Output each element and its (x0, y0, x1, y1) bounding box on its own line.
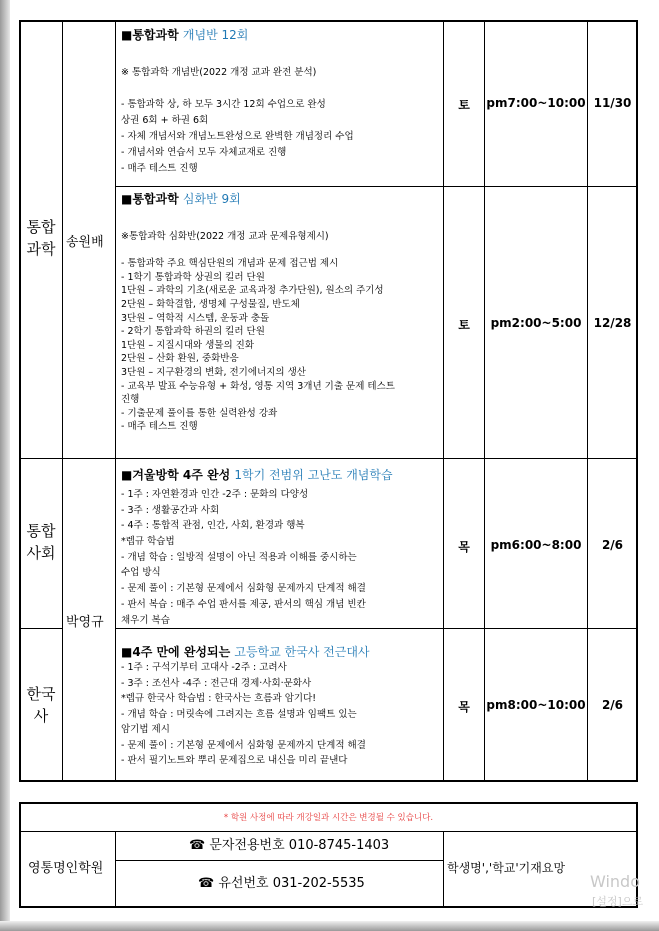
course-time: pm8:00~10:00 (486, 698, 586, 712)
desc-line: 3단원 – 역학적 시스템, 운동과 충돌 (121, 312, 270, 324)
desc-line (121, 245, 395, 259)
desc-line: - 1학기 통합과학 상권의 킬러 단원 (121, 271, 265, 283)
academy-name: 영통명인학원 (28, 861, 104, 876)
windows-activation-watermark-sub: [설정]으로 (592, 895, 644, 908)
course-start: 2/6 (601, 538, 624, 552)
desc-line (121, 83, 354, 99)
desc-line: - 4주 : 통합적 관점, 인간, 사회, 환경과 행복 (121, 520, 305, 532)
desc-line: *렙규 학습법 (121, 536, 175, 548)
course-desc (121, 662, 366, 771)
course-time: pm6:00~8:00 (490, 538, 582, 552)
desc-line: - 1주 : 구석기부터 고대사 -2주 : 고려사 (121, 662, 287, 673)
desc-line: - 판서 복습 : 매주 수업 판서를 제공, 판서의 핵심 개념 빈칸 (121, 598, 366, 610)
course-time: pm2:00~5:00 (490, 316, 582, 330)
desc-line: - 교육부 발표 수능유형 + 화성, 영통 지역 3개년 기출 문제 테스트 (121, 380, 395, 392)
left-shadow (0, 0, 10, 931)
teacher-social-history: 박영규 (66, 615, 104, 630)
course-day: 토 (458, 98, 470, 112)
registration-request: 학생명','학교'기재요망 (447, 861, 566, 875)
desc-line: - 통합과학 주요 핵심단원의 개념과 문제 접근법 제시 (121, 258, 339, 270)
desc-line: 진행 (121, 394, 140, 406)
course-time: pm7:00~10:00 (486, 96, 586, 110)
footer-divider-1 (20, 831, 637, 832)
desc-line: - 3주 : 조선사 -4주 : 전근대 경제·사회·문화사 (121, 677, 312, 689)
landline-phone: ☎ 유선번호 031-202-5535 (198, 876, 365, 891)
desc-line: 상권 6회 + 하권 6회 (121, 115, 209, 126)
text-only-phone: ☎ 문자전용번호 010-8745-1403 (189, 838, 390, 853)
desc-line: 3단원 – 지구환경의 변화, 전기에너지의 생산 (121, 366, 306, 378)
desc-line: *렙규 한국사 학습법 : 한국사는 흐름과 암기다! (121, 693, 317, 704)
desc-line: - 개념서와 연습서 모두 자체교재로 진행 (121, 147, 287, 158)
desc-line: 수업 방식 (121, 567, 161, 579)
course-title-highlight: 1학기 전범위 고난도 개념학습 (234, 468, 393, 482)
subject-social-line2: 사회 (26, 544, 56, 562)
subject-science-line1: 통합 (26, 218, 56, 236)
desc-line: - 문제 풀이 : 기본형 문제에서 심화형 문제까지 단계적 해결 (121, 739, 366, 751)
desc-line: - 매주 테스트 진행 (121, 421, 198, 433)
desc-line: ※통합과학 심화반(2022 개정 교과 문제유형제시) (121, 231, 329, 242)
desc-line: - 개념 학습 : 일방적 설명이 아닌 적용과 이해를 중시하는 (121, 551, 357, 563)
schedule-notice: * 학원 사정에 따라 개강일과 시간은 변경될 수 있습니다. (223, 813, 434, 823)
desc-line: 2단원 – 산화 환원, 중화반응 (121, 353, 239, 365)
row-divider-2 (20, 458, 637, 459)
desc-line: - 문제 풀이 : 기본형 문제에서 심화형 문제까지 단계적 해결 (121, 583, 366, 595)
teacher-science: 송원배 (66, 235, 104, 250)
subject-social-line1: 통합 (26, 522, 56, 540)
footer-col-2 (443, 831, 444, 907)
desc-line: - 통합과학 상, 하 모두 3시간 12회 수업으로 완성 (121, 99, 326, 110)
course-title (121, 468, 393, 482)
course-desc (121, 489, 366, 630)
course-title (121, 645, 370, 659)
desc-line: 1단원 – 지질시대와 생물의 진화 (121, 339, 254, 351)
desc-line: 2단원 – 화학결합, 생명체 구성물질, 반도체 (121, 298, 300, 310)
course-title-prefix: ■4주 만에 완성되는 (121, 645, 235, 659)
course-title-highlight: 심화반 9회 (182, 192, 241, 206)
subject-history-line2: 사 (33, 707, 49, 725)
course-day: 토 (458, 318, 470, 332)
course-day: 목 (458, 540, 470, 554)
course-start: 2/6 (601, 698, 624, 712)
desc-line: 채우기 복습 (121, 614, 170, 626)
course-title-prefix: ■통합과학 (121, 192, 183, 206)
col-divider-3 (443, 20, 444, 781)
course-title (121, 28, 248, 42)
desc-line: - 1주 : 자연환경과 인간 -2주 : 문화의 다양성 (121, 489, 309, 500)
bottom-shadow (0, 921, 659, 931)
desc-line: - 판서 필기노트와 뿌리 문제집으로 내신을 미리 끝낸다 (121, 755, 348, 766)
col-divider-1 (62, 20, 63, 781)
course-title (121, 192, 241, 206)
subject-history-line1: 한국 (26, 685, 56, 703)
col-divider-5 (587, 20, 588, 781)
row-divider-1 (115, 186, 637, 187)
desc-line: - 기출문제 풀이를 통한 실력완성 강좌 (121, 407, 278, 419)
desc-line: - 매주 테스트 진행 (121, 163, 198, 174)
windows-activation-watermark: Windo (590, 872, 640, 891)
desc-line: ※ 통합과학 개념반(2022 개정 교과 완전 분석) (121, 67, 317, 78)
subject-science-line2: 과학 (26, 240, 56, 258)
desc-line: - 2학기 통합과학 하권의 킬러 단원 (121, 326, 265, 338)
course-desc (121, 231, 395, 435)
desc-line: 암기법 제시 (121, 724, 170, 735)
subject-social (20, 520, 62, 564)
course-title-prefix: ■겨울방학 4주 완성 (121, 468, 235, 482)
row-divider-3a (20, 628, 63, 629)
desc-line: 1단원 – 과학의 기초(새로운 교육과정 추가단원), 원소의 주기성 (121, 285, 384, 297)
subject-science (20, 216, 62, 260)
subject-history (20, 683, 62, 727)
footer-col-1 (115, 831, 116, 907)
course-title-prefix: ■통합과학 (121, 28, 183, 42)
course-day: 목 (458, 700, 470, 714)
course-start: 11/30 (593, 96, 632, 110)
desc-line: - 3주 : 생활공간과 사회 (121, 504, 220, 516)
course-title-highlight: 고등학교 한국사 전근대사 (234, 645, 370, 659)
desc-line: - 자체 개념서와 개념노트완성으로 완벽한 개념정리 수업 (121, 131, 354, 142)
course-desc (121, 67, 354, 179)
desc-line: - 개념 학습 : 머릿속에 그려지는 흐름 설명과 임팩트 있는 (121, 708, 357, 720)
course-title-highlight: 개념반 12회 (182, 28, 249, 42)
course-start: 12/28 (593, 316, 632, 330)
col-divider-2 (115, 20, 116, 781)
footer-divider-2 (115, 860, 444, 861)
col-divider-4 (484, 20, 485, 781)
